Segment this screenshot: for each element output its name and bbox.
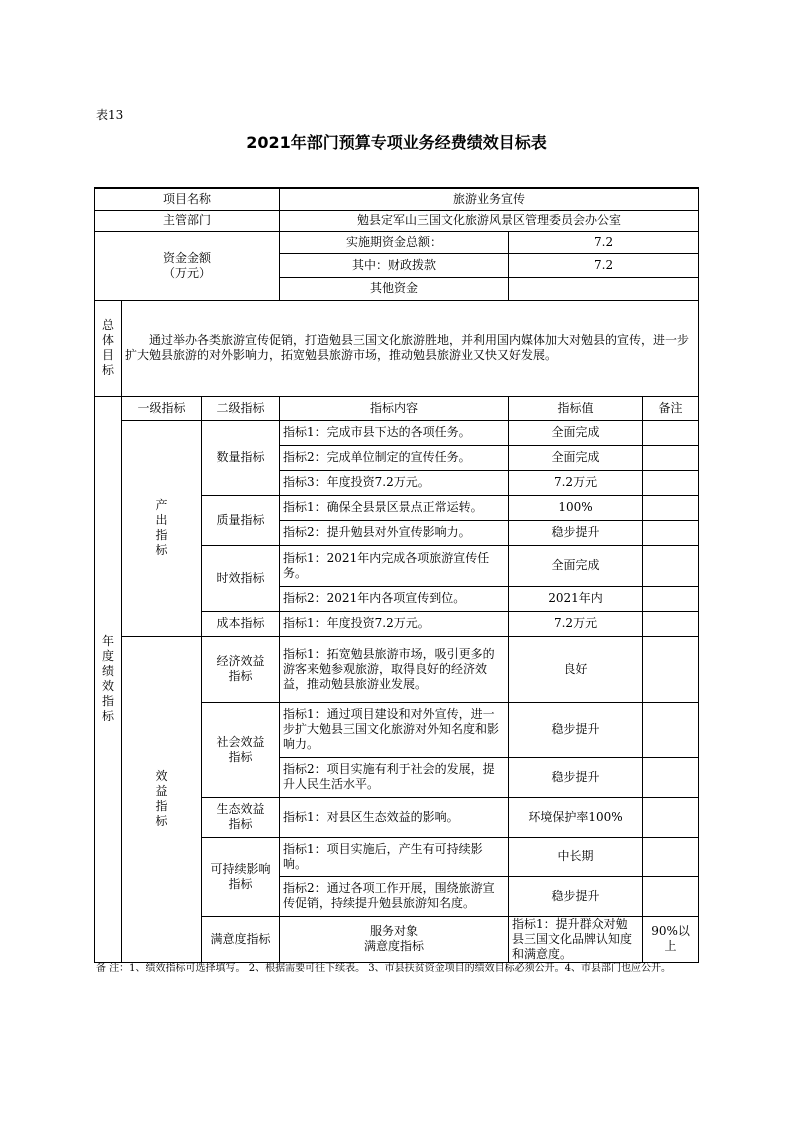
indicator-remark	[643, 586, 699, 611]
funds-total-value: 7.2	[509, 231, 699, 253]
indicator-value: 稳步提升	[509, 520, 643, 545]
funds-label-line2: （万元）	[163, 265, 212, 280]
indicator-value: 稳步提升	[509, 702, 643, 757]
indicator-value: 良好	[509, 636, 643, 702]
ecological-benefit-indicator: 生态效益 指标	[202, 797, 280, 837]
indicator-content: 指标1：完成市县下达的各项任务。	[280, 420, 509, 445]
overall-goal-label: 总 体 目 标	[95, 300, 122, 396]
indicator-value: 90%以上	[643, 916, 699, 962]
indicator-value: 2021年内	[509, 586, 643, 611]
cost-indicator: 成本指标	[202, 611, 280, 636]
overall-goal-text: 通过举办各类旅游宣传促销，打造勉县三国文化旅游胜地，并利用国内媒体加大对勉县的宣传，进一步扩大勉县旅游的对外影响力，拓宽勉县旅游市场，推动勉县旅游业又快又好发展。	[122, 300, 699, 396]
table-number: 表13	[96, 108, 124, 122]
indicator-value: 100%	[509, 495, 643, 520]
indicator-content: 指标1：通过项目建设和对外宣传，进一步扩大勉县三国文化旅游对外知名度和影响力。	[280, 702, 509, 757]
header-remark: 备注	[643, 396, 699, 420]
quantity-indicator: 数量指标	[202, 420, 280, 495]
funds-label	[95, 231, 280, 300]
indicator-content: 指标1：年度投资7.2万元。	[280, 611, 509, 636]
indicator-remark	[643, 470, 699, 495]
indicator-value: 7.2万元	[509, 470, 643, 495]
output-indicator-label: 产 出 指 标	[122, 420, 202, 636]
funds-fiscal-label: 其中：财政拨款	[280, 253, 509, 277]
indicator-remark	[643, 545, 699, 586]
funds-label-line1: 资金金额	[163, 250, 212, 265]
performance-goal-table	[94, 187, 699, 963]
indicator-remark	[643, 520, 699, 545]
indicator-remark	[643, 495, 699, 520]
quality-indicator: 质量指标	[202, 495, 280, 545]
indicator-content: 指标1：拓宽勉县旅游市场，吸引更多的游客来勉参观旅游，取得良好的经济效益，推动勉县旅游业发展。	[280, 636, 509, 702]
indicator-remark	[643, 837, 699, 876]
sustainability-indicator: 可持续影响 指标	[202, 837, 280, 916]
project-name-value: 旅游业务宣传	[280, 188, 699, 210]
social-benefit-indicator: 社会效益 指标	[202, 702, 280, 797]
indicator-content: 指标2：通过各项工作开展，围绕旅游宣传促销，持续提升勉县旅游知名度。	[280, 876, 509, 916]
indicator-remark	[643, 757, 699, 797]
indicator-remark	[643, 445, 699, 470]
indicator-content: 指标1：提升群众对勉县三国文化品牌认知度和满意度。	[509, 916, 643, 962]
department-label: 主管部门	[95, 210, 280, 231]
header-level1: 一级指标	[122, 396, 202, 420]
indicator-content: 指标2：2021年内各项宣传到位。	[280, 586, 509, 611]
indicator-remark	[643, 611, 699, 636]
indicator-content: 指标1：项目实施后，产生有可持续影响。	[280, 837, 509, 876]
indicator-value: 7.2万元	[509, 611, 643, 636]
satisfaction-indicator: 满意度指标	[202, 916, 280, 962]
footnote: 备 注：1、绩效指标可选择填写。 2、根据需要可往下续表。 3、市县扶贫资金项目的绩效目标必须公开。4、市县部门也应公开。	[96, 963, 671, 974]
funds-total-label: 实施期资金总额：	[280, 231, 509, 253]
annual-performance-label: 年 度 绩 效 指 标	[95, 396, 122, 962]
indicator-content: 指标2：完成单位制定的宣传任务。	[280, 445, 509, 470]
indicator-remark	[643, 420, 699, 445]
indicator-value: 全面完成	[509, 420, 643, 445]
indicator-content: 指标1：确保全县景区景点正常运转。	[280, 495, 509, 520]
indicator-value: 全面完成	[509, 445, 643, 470]
indicator-remark	[643, 797, 699, 837]
indicator-value: 稳步提升	[509, 876, 643, 916]
department-value: 勉县定军山三国文化旅游风景区管理委员会办公室	[280, 210, 699, 231]
indicator-remark	[643, 876, 699, 916]
funds-other-value	[509, 277, 699, 300]
indicator-content: 指标1：2021年内完成各项旅游宣传任务。	[280, 545, 509, 586]
indicator-content: 指标2：提升勉县对外宣传影响力。	[280, 520, 509, 545]
page-title: 2021年部门预算专项业务经费绩效目标表	[246, 133, 547, 152]
indicator-remark	[643, 702, 699, 757]
economic-benefit-indicator: 经济效益 指标	[202, 636, 280, 702]
benefit-indicator-label: 效 益 指 标	[122, 636, 202, 962]
service-satisfaction-indicator: 服务对象 满意度指标	[280, 916, 509, 962]
indicator-value: 中长期	[509, 837, 643, 876]
indicator-value: 稳步提升	[509, 757, 643, 797]
funds-fiscal-value: 7.2	[509, 253, 699, 277]
funds-other-label: 其他资金	[280, 277, 509, 300]
indicator-value: 环境保护率100%	[509, 797, 643, 837]
indicator-content: 指标2：项目实施有利于社会的发展，提升人民生活水平。	[280, 757, 509, 797]
indicator-content: 指标3：年度投资7.2万元。	[280, 470, 509, 495]
project-name-label: 项目名称	[95, 188, 280, 210]
header-content: 指标内容	[280, 396, 509, 420]
timeliness-indicator: 时效指标	[202, 545, 280, 611]
header-level2: 二级指标	[202, 396, 280, 420]
header-value: 指标值	[509, 396, 643, 420]
indicator-content: 指标1：对县区生态效益的影响。	[280, 797, 509, 837]
indicator-value: 全面完成	[509, 545, 643, 586]
indicator-remark	[643, 636, 699, 702]
